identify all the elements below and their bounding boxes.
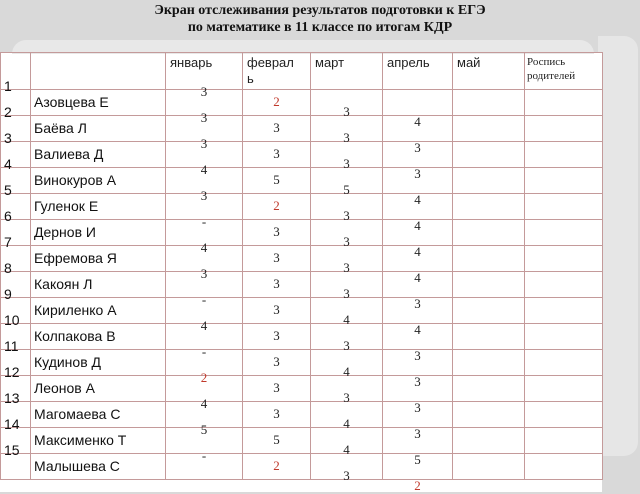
grade-may [453, 246, 525, 272]
parent-signature[interactable] [525, 220, 603, 246]
table-row [1, 454, 603, 480]
row-number: 2 [1, 116, 31, 142]
table-row [1, 350, 603, 376]
table-row [1, 220, 603, 246]
grade-may [453, 402, 525, 428]
row-number: 1 [1, 90, 31, 116]
row-number: 11 [1, 350, 31, 376]
grade-jan: 3 [166, 90, 243, 116]
grade-jan: 3 [166, 116, 243, 142]
page-title [0, 2, 640, 36]
student-name: Кириленко А [31, 298, 166, 324]
student-name: Гуленок Е [31, 194, 166, 220]
grade-mar: 3 [311, 272, 383, 298]
grade-apr: 4 [383, 90, 453, 116]
parent-signature[interactable] [525, 324, 603, 350]
grade-feb: 3 [243, 116, 311, 142]
header-mar: март [311, 53, 383, 90]
row-number: 6 [1, 220, 31, 246]
grade-may [453, 116, 525, 142]
table-row [1, 168, 603, 194]
grade-jan: 3 [166, 194, 243, 220]
grade-mar: 3 [311, 194, 383, 220]
grade-apr: 4 [383, 246, 453, 272]
table-row [1, 324, 603, 350]
row-number: 9 [1, 298, 31, 324]
grade-feb: 3 [243, 298, 311, 324]
header-may: май [453, 53, 525, 90]
header-apr: апрель [383, 53, 453, 90]
table-row [1, 90, 603, 116]
grade-feb: 2 [243, 194, 311, 220]
grade-may [453, 454, 525, 480]
grade-apr: 3 [383, 324, 453, 350]
row-number: 14 [1, 428, 31, 454]
parent-signature[interactable] [525, 168, 603, 194]
grade-apr: 5 [383, 428, 453, 454]
grade-mar: 3 [311, 90, 383, 116]
title-line-2: по математике в 11 классе по итогам КДР [187, 20, 453, 35]
grade-may [453, 324, 525, 350]
grade-jan: 3 [166, 272, 243, 298]
title-line-1: Экран отслеживания результатов подготовки к ЕГЭ [154, 3, 486, 18]
grade-mar: 3 [311, 142, 383, 168]
table-row [1, 402, 603, 428]
grade-feb: 3 [243, 324, 311, 350]
grade-jan: 4 [166, 168, 243, 194]
row-number: 3 [1, 142, 31, 168]
grade-mar: 4 [311, 428, 383, 454]
grade-jan: 4 [166, 246, 243, 272]
results-table [0, 52, 603, 493]
student-name: Валиева Д [31, 142, 166, 168]
grade-jan: - [166, 220, 243, 246]
grade-mar: 4 [311, 298, 383, 324]
grade-apr: 4 [383, 194, 453, 220]
grade-jan: - [166, 350, 243, 376]
header-name [31, 53, 166, 90]
table-row [1, 428, 603, 454]
grade-feb: 5 [243, 168, 311, 194]
student-name: Магомаева С [31, 402, 166, 428]
grade-feb: 2 [243, 90, 311, 116]
table-row [1, 376, 603, 402]
grade-may [453, 142, 525, 168]
row-number: 7 [1, 246, 31, 272]
row-number: 12 [1, 376, 31, 402]
header-sign: Роспись родителей [525, 53, 603, 90]
table-row [1, 272, 603, 298]
grade-apr: 3 [383, 116, 453, 142]
table-row [1, 298, 603, 324]
student-name: Колпакова В [31, 324, 166, 350]
parent-signature[interactable] [525, 142, 603, 168]
table-body [1, 78, 603, 493]
parent-signature[interactable] [525, 194, 603, 220]
grade-may [453, 376, 525, 402]
student-name: Ефремова Я [31, 246, 166, 272]
student-name: Дернов И [31, 220, 166, 246]
row-number: 8 [1, 272, 31, 298]
table-row [1, 246, 603, 272]
grade-apr: 4 [383, 220, 453, 246]
student-name: Какоян Л [31, 272, 166, 298]
parent-signature[interactable] [525, 350, 603, 376]
grade-apr: 3 [383, 272, 453, 298]
grade-mar: 3 [311, 324, 383, 350]
grade-mar: 3 [311, 454, 383, 480]
grade-feb: 2 [243, 454, 311, 480]
parent-signature[interactable] [525, 428, 603, 454]
grade-apr: 4 [383, 298, 453, 324]
grade-may [453, 194, 525, 220]
grade-feb: 3 [243, 246, 311, 272]
grade-may [453, 350, 525, 376]
grade-feb: 3 [243, 272, 311, 298]
row-number: 15 [1, 454, 31, 480]
parent-signature[interactable] [525, 402, 603, 428]
parent-signature[interactable] [525, 376, 603, 402]
parent-signature[interactable] [525, 454, 603, 480]
student-name: Кудинов Д [31, 350, 166, 376]
slide-shadow [598, 36, 638, 456]
parent-signature[interactable] [525, 272, 603, 298]
grade-apr: 2 [383, 454, 453, 480]
grade-feb: 3 [243, 350, 311, 376]
student-name: Максименко Т [31, 428, 166, 454]
header-feb: февраль [243, 53, 311, 90]
grade-apr: 3 [383, 142, 453, 168]
grade-may [453, 220, 525, 246]
table-row [1, 142, 603, 168]
grade-apr: 4 [383, 168, 453, 194]
grade-feb: 3 [243, 402, 311, 428]
parent-signature[interactable] [525, 246, 603, 272]
grade-mar: 4 [311, 350, 383, 376]
grade-mar: 3 [311, 220, 383, 246]
grade-jan: - [166, 298, 243, 324]
grade-feb: 5 [243, 428, 311, 454]
grade-may [453, 428, 525, 454]
header-jan: январь [166, 53, 243, 90]
table-row [1, 194, 603, 220]
row-number: 13 [1, 402, 31, 428]
grade-mar: 3 [311, 246, 383, 272]
row-number: 10 [1, 324, 31, 350]
grade-jan: 5 [166, 428, 243, 454]
student-name: Азовцева Е [31, 90, 166, 116]
parent-signature[interactable] [525, 116, 603, 142]
table-row [1, 116, 603, 142]
grade-jan: 4 [166, 324, 243, 350]
student-name: Баёва Л [31, 116, 166, 142]
grade-jan: - [166, 454, 243, 480]
grade-mar: 4 [311, 402, 383, 428]
parent-signature[interactable] [525, 90, 603, 116]
student-name: Леонов А [31, 376, 166, 402]
grade-may [453, 90, 525, 116]
grade-may [453, 298, 525, 324]
row-number: 5 [1, 194, 31, 220]
grade-mar: 5 [311, 168, 383, 194]
grade-feb: 3 [243, 142, 311, 168]
grade-may [453, 168, 525, 194]
grade-may [453, 272, 525, 298]
grade-jan: 2 [166, 376, 243, 402]
grade-apr: 3 [383, 402, 453, 428]
grade-feb: 3 [243, 376, 311, 402]
grade-mar: 3 [311, 376, 383, 402]
header-row [1, 53, 603, 90]
grade-apr: 3 [383, 376, 453, 402]
grade-jan: 4 [166, 402, 243, 428]
student-name: Винокуров А [31, 168, 166, 194]
row-number: 4 [1, 168, 31, 194]
grade-jan: 3 [166, 142, 243, 168]
student-name: Малышева С [31, 454, 166, 480]
grade-feb: 3 [243, 220, 311, 246]
parent-signature[interactable] [525, 298, 603, 324]
grade-apr: 3 [383, 350, 453, 376]
grade-mar: 3 [311, 116, 383, 142]
